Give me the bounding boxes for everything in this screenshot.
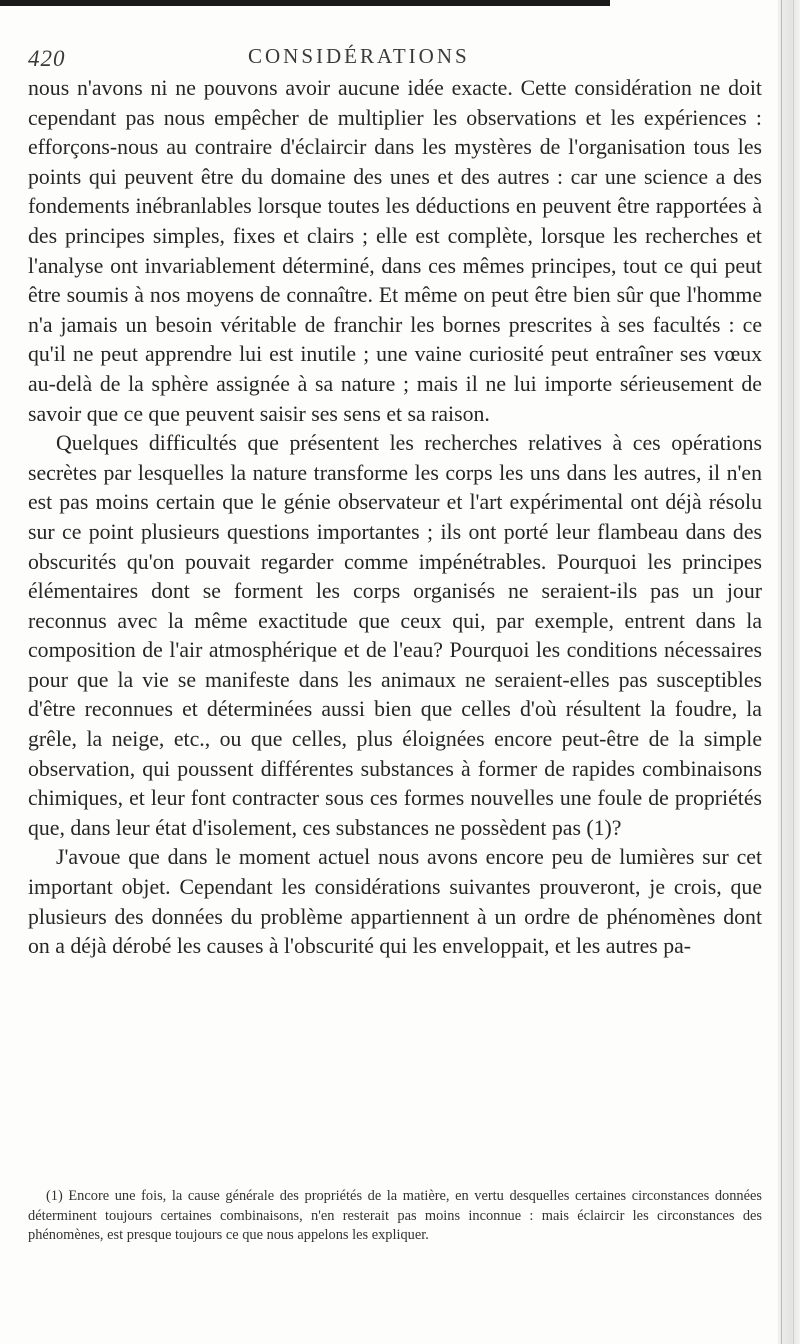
page-header (28, 44, 768, 72)
binding-gutter (778, 0, 800, 1344)
gutter-line (793, 0, 794, 1344)
paragraph: nous n'avons ni ne pouvons avoir aucune idée exacte. Cette considération ne doit cependant pas nous empêcher de multiplier les observations et les expériences : efforçons-nous au contraire d'éclaircir dans les mystères de l'organisation tous les points qui peuvent être du domaine des unes et des autres : car une science a des fondements inébranlables lorsque toutes les déductions en peuvent être rapportées à des principes simples, fixes et clairs ; elle est complète, lorsque les recherches et l'analyse ont invariablement déterminé, dans ces mêmes principes, tout ce qui peut être soumis à nos moyens de connaître. Et même on peut être bien sûr que l'homme n'a jamais un besoin véritable de franchir les bornes prescrites à ses facultés : ce qu'il ne peut apprendre lui est inutile ; une vaine curiosité peut entraîner ses vœux au-delà de la sphère assignée à sa nature ; mais il ne lui importe sérieusement de savoir que ce que peuvent saisir ses sens et sa raison. (28, 76, 762, 426)
footnote (28, 1187, 762, 1246)
page-number: 420 (28, 46, 66, 71)
paragraph: Quelques difficultés que présentent les recherches relatives à ces opérations secrètes par lesquelles la nature transforme les corps les uns dans les autres, il n'en est pas moins certain que le génie observateur et l'art expérimental ont déjà résolu sur ce point plusieurs questions importantes ; ils ont porté leur flambeau dans des obscurités qu'on pouvait regarder comme impénétrables. Pourquoi les principes élémentaires dont se forment les corps organisés ne seraient-ils pas un jour reconnus avec la même exactitude que ceux qui, par exemple, entrent dans la composition de l'air atmosphérique et de l'eau? Pourquoi les conditions nécessaires pour que la vie se manifeste dans les animaux ne seraient-elles pas susceptibles d'être reconnues et déterminées aussi bien que celles d'où résultent la foudre, la grêle, la neige, etc., ou que celles, plus éloignées encore peut-être de la simple observation, qui poussent différentes substances à former de rapides combinaisons chimiques, et leur font contracter sous ces formes nouvelles une foule de propriétés que, dans leur état d'isolement, ces substances ne possèdent pas (1)? (28, 431, 762, 840)
paragraph: J'avoue que dans le moment actuel nous avons encore peu de lumières sur cet important objet. Cependant les considérations suivantes prouveront, je crois, que plusieurs des données du problème appartiennent à un ordre de phénomènes dont on a déjà dérobé les causes à l'obscurité qui les enveloppait, et les autres pa- (28, 845, 762, 959)
gutter-line (781, 0, 782, 1344)
main-text (28, 74, 762, 962)
running-head: CONSIDÉRATIONS (248, 44, 470, 68)
footnote-text: (1) Encore une fois, la cause générale des propriétés de la matière, en vertu desquelles certaines circonstances données déterminent toujours certaines combinaisons, n'en resterait pas moins inconnue : mais éclaircir les circonstances des phénomènes, est presque toujours ce que nous appelons les expliquer. (28, 1188, 762, 1243)
top-page-edge (0, 0, 610, 6)
